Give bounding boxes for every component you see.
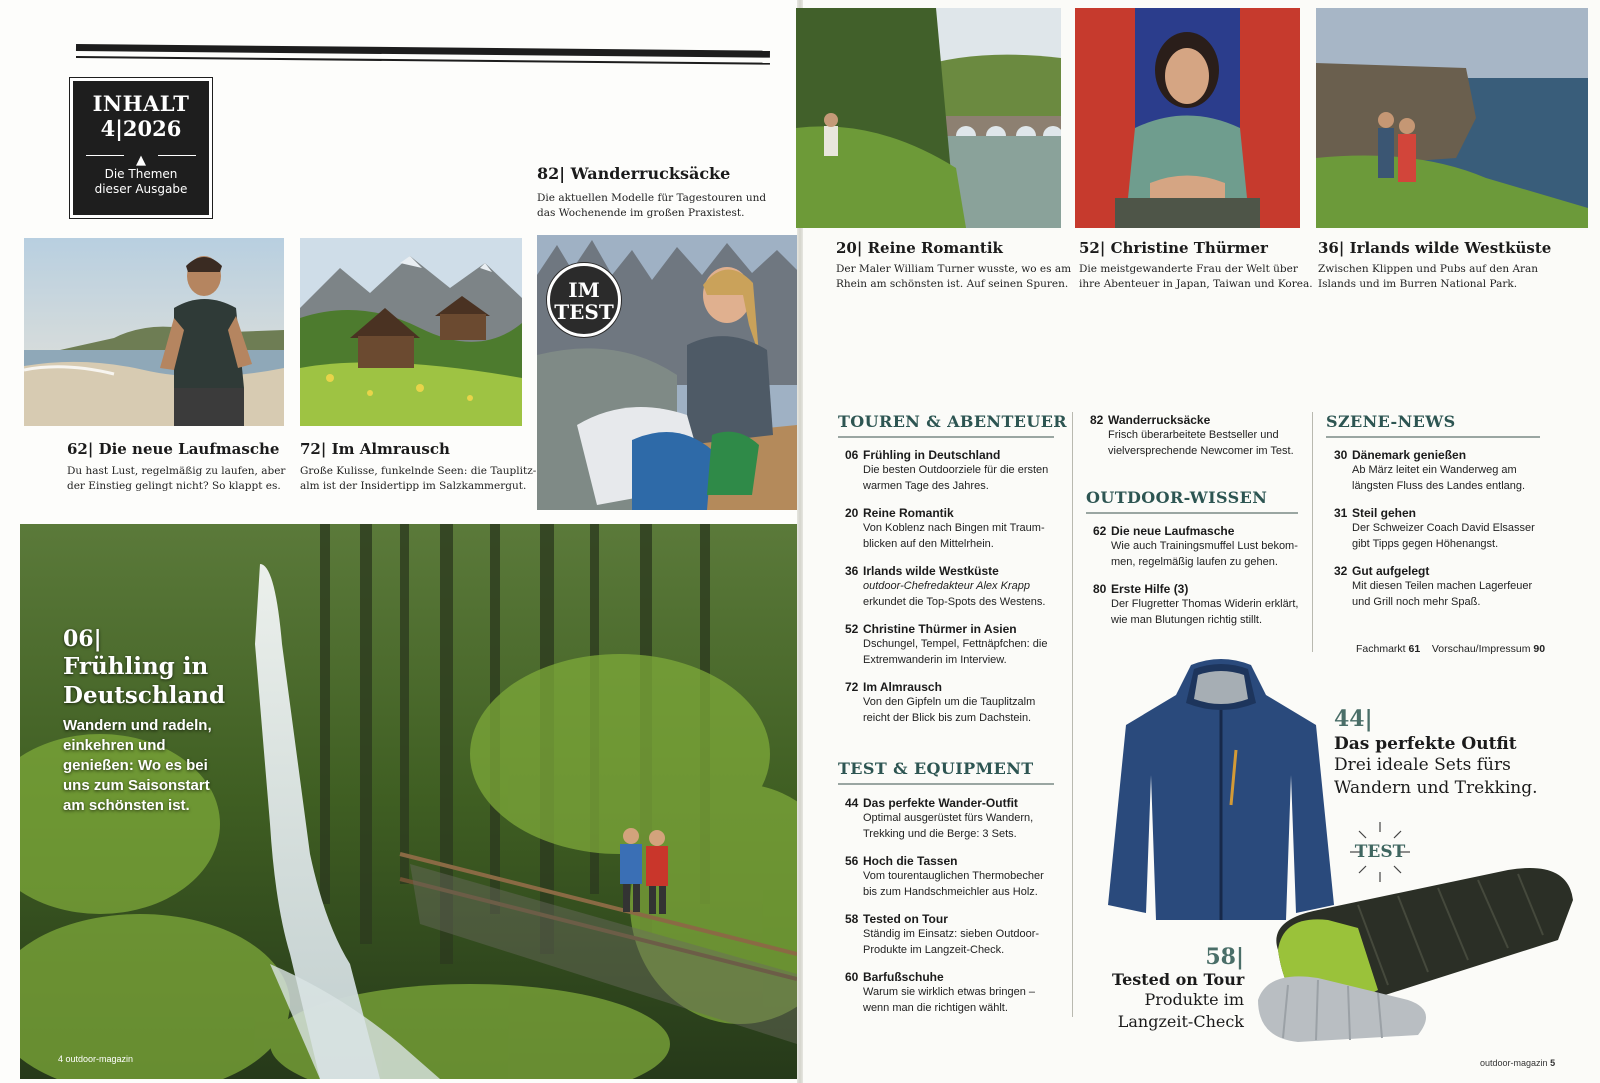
toc-item[interactable] — [1093, 524, 1308, 582]
top-item-3-num: 36| — [1318, 239, 1345, 257]
top-item-2-text — [1079, 262, 1313, 292]
test-list — [845, 796, 1065, 1028]
toc-item[interactable] — [845, 622, 1065, 680]
toc-item[interactable] — [1334, 448, 1554, 506]
toc-desc-1: Der Flugretter Thomas Widerin erklärt, — [1111, 598, 1299, 610]
toc-desc-1: Von den Gipfeln um die Tauplitzalm — [863, 696, 1036, 708]
toc-title: Christine Thürmer in Asien — [863, 622, 1017, 636]
section-test-heading: TEST & EQUIPMENT — [838, 759, 1054, 785]
toc-desc-1: Vom tourentauglichen Thermobecher — [863, 870, 1044, 882]
toc-page: 58 — [845, 912, 859, 926]
fruehling-num: 06| — [63, 626, 102, 652]
fruehling-title-line1: Frühling in — [63, 653, 209, 680]
toc-title: Barfußschuhe — [863, 970, 944, 984]
toc-item[interactable] — [845, 912, 1065, 970]
feature-rucksack-num: 82| — [537, 164, 566, 183]
toc-page: 56 — [845, 854, 859, 868]
toc-title: Die neue Laufmasche — [1111, 524, 1235, 538]
toc-desc-1: Der Schweizer Coach David Elsasser — [1352, 522, 1535, 534]
feature-rucksack-line1: Die aktuellen Modelle für Tagestouren und — [537, 192, 767, 204]
fachmarkt-label[interactable]: Fachmarkt — [1356, 643, 1406, 655]
fruehling-title-line2: Deutschland — [63, 682, 226, 709]
laufmasche-name: Die neue Laufmasche — [98, 440, 280, 458]
toc-page: 31 — [1334, 506, 1348, 520]
toc-title: Steil gehen — [1352, 506, 1417, 520]
toc-desc-2: wenn man die richtigen wählt. — [863, 1002, 1008, 1014]
laufmasche-num: 62| — [67, 440, 94, 458]
toc-page: 36 — [845, 564, 859, 578]
right-page-footer — [1480, 1058, 1555, 1068]
toc-desc-2: blicken auf den Mittelrhein. — [863, 538, 994, 550]
irland-photo[interactable] — [1316, 8, 1588, 228]
laufmasche-title[interactable] — [67, 440, 279, 458]
top-item-3-line2: Islands und im Burren National Park. — [1318, 278, 1518, 290]
feature-rucksack-line2: das Wochenende im großen Praxistest. — [537, 207, 745, 219]
toc-item[interactable] — [845, 448, 1065, 506]
toc-desc-2: warmen Tage des Jahres. — [863, 480, 989, 492]
toc-title: Erste Hilfe (3) — [1111, 582, 1189, 596]
toc-item[interactable] — [1334, 506, 1554, 564]
toc-title: Tested on Tour — [863, 912, 948, 926]
toc-desc-2: Produkte im Langzeit-Check. — [863, 944, 1005, 956]
toc-desc-2: erkundet die Top-Spots des Westens. — [863, 596, 1046, 608]
toc-page: 62 — [1093, 524, 1107, 538]
vorschau-page: 90 — [1533, 643, 1546, 655]
toc-desc-1: Mit diesen Teilen machen Lagerfeuer — [1352, 580, 1533, 592]
toc-title: Dänemark genießen — [1352, 448, 1467, 462]
column-divider-1 — [1072, 412, 1073, 1017]
footer-magazine-name: outdoor-magazin — [1480, 1058, 1548, 1068]
toc-item[interactable] — [845, 796, 1065, 854]
almrausch-title[interactable] — [300, 440, 450, 458]
wissen-list — [1093, 524, 1308, 640]
toc-page: 72 — [845, 680, 859, 694]
tested-teaser[interactable] — [1112, 944, 1244, 1033]
top-item-2-line2: ihre Abenteuer in Japan, Taiwan und Korea. — [1079, 278, 1313, 290]
toc-item[interactable] — [845, 970, 1065, 1028]
top-item-1-line1: Der Maler William Turner wusste, wo es am — [836, 263, 1072, 275]
stamp-line1: IM — [568, 278, 600, 302]
section-szene-heading: SZENE-NEWS — [1326, 412, 1540, 438]
toc-desc-1: Optimal ausgerüstet fürs Wandern, — [863, 812, 1034, 824]
toc-page: 44 — [845, 796, 859, 810]
top-item-3-name: Irlands wilde Westküste — [1349, 239, 1552, 257]
toc-desc-2: Extremwanderin im Interview. — [863, 654, 1007, 666]
contents-badge — [70, 78, 212, 218]
toc-desc-1: Frisch überarbeitete Bestseller und — [1108, 429, 1279, 441]
rhein-photo[interactable] — [796, 8, 1061, 228]
toc-desc-1: Dschungel, Tempel, Fettnäpfchen: die — [863, 638, 1048, 650]
toc-title: Gut aufgelegt — [1352, 564, 1430, 578]
toc-item[interactable] — [1334, 564, 1554, 622]
toc-page: 60 — [845, 970, 859, 984]
laufmasche-text — [67, 464, 285, 494]
toc-item[interactable] — [845, 506, 1065, 564]
toc-desc-1: Wie auch Trainingsmuffel Lust bekom- — [1111, 540, 1298, 552]
toc-page: 32 — [1334, 564, 1348, 578]
extra-pages-line — [1356, 643, 1545, 655]
toc-desc-2: men, regelmäßig laufen zu gehen. — [1111, 556, 1278, 568]
tested-title: Tested on Tour — [1112, 970, 1245, 989]
stamp-line2: TEST — [554, 300, 614, 324]
toc-desc-1: Von Koblenz nach Bingen mit Traum- — [863, 522, 1045, 534]
laufmasche-line1: Du hast Lust, regelmäßig zu laufen, aber — [67, 465, 286, 477]
toc-title: Reine Romantik — [863, 506, 954, 520]
top-item-1-text — [836, 262, 1071, 292]
sleeping-bag-photo[interactable] — [1258, 860, 1576, 1045]
toc-page: 80 — [1093, 582, 1107, 596]
toc-title: Hoch die Tassen — [863, 854, 958, 868]
fruehling-text-4: uns zum Saisonstart — [63, 777, 210, 794]
almrausch-num: 72| — [300, 440, 327, 458]
outfit-line1: Drei ideale Sets fürs — [1334, 755, 1511, 775]
toc-page: 52 — [845, 622, 859, 636]
toc-desc-2: reicht der Blick bis zum Dachstein. — [863, 712, 1032, 724]
szene-list — [1334, 448, 1554, 622]
backpack-test-photo[interactable] — [537, 235, 797, 510]
fruehling-text-5: am schönsten ist. — [63, 797, 190, 814]
laufmasche-line2: der Einstieg gelingt nicht? So klappt es. — [67, 480, 281, 492]
alm-photo[interactable] — [300, 238, 522, 426]
top-item-2-num: 52| — [1079, 239, 1106, 257]
toc-item[interactable] — [845, 680, 1065, 738]
toc-desc-1: Ab März leitet ein Wanderweg am — [1352, 464, 1517, 476]
toc-desc-2: längsten Fluss des Landes entlang. — [1352, 480, 1526, 492]
feature-rucksack-text — [537, 191, 766, 221]
toc-item[interactable] — [845, 564, 1065, 622]
top-item-1-title[interactable] — [836, 239, 1003, 257]
outfit-num: 44| — [1334, 706, 1373, 732]
almrausch-line1: Große Kulisse, funkelnde Seen: die Tauplitz- — [300, 465, 537, 477]
outfit-line2: Wandern und Trekking. — [1334, 778, 1538, 798]
fachmarkt-page: 61 — [1408, 643, 1421, 655]
toc-title: Frühling in Deutschland — [863, 448, 1001, 462]
badge-issue: 4|2026 — [100, 116, 182, 141]
im-test-stamp — [547, 263, 621, 337]
toc-desc-1: Warum sie wirklich etwas bringen – — [863, 986, 1035, 998]
feature-rucksack-name: Wanderrucksäcke — [570, 164, 731, 183]
toc-page: 30 — [1334, 448, 1348, 462]
waterfall-forest-photo[interactable] — [20, 524, 797, 1079]
toc-desc-1: outdoor-Chefredakteur Alex Krapp — [863, 580, 1030, 592]
toc-page: 20 — [845, 506, 859, 520]
left-page-footer: 4 outdoor-magazin — [58, 1054, 134, 1064]
test-stamp-label: TEST — [1354, 842, 1406, 862]
almrausch-name: Im Almrausch — [331, 440, 450, 458]
touren-list — [845, 448, 1065, 738]
outfit-teaser[interactable] — [1334, 706, 1538, 800]
tested-line2: Langzeit-Check — [1117, 1012, 1244, 1031]
toc-title: Das perfekte Wander-Outfit — [863, 796, 1018, 810]
toc-desc-1: Ständig im Einsatz: sieben Outdoor- — [863, 928, 1040, 940]
toc-desc-2: Trekking und die Berge: 3 Sets. — [863, 828, 1017, 840]
toc-page: 82 — [1090, 413, 1104, 427]
toc-item[interactable] — [1093, 582, 1308, 640]
tested-num: 58| — [1205, 944, 1244, 970]
toc-desc-1: Die besten Outdoorziele für die ersten — [863, 464, 1049, 476]
badge-subtitle-2: dieser Ausgabe — [94, 182, 188, 196]
runner-photo[interactable] — [24, 238, 284, 426]
mountain-icon: ▲ — [86, 149, 196, 163]
toc-title: Irlands wilde Westküste — [863, 564, 999, 578]
thuermer-photo[interactable] — [1075, 8, 1300, 228]
tested-line1: Produkte im — [1144, 990, 1244, 1009]
footer-page-number: 5 — [1550, 1058, 1556, 1068]
top-item-2-title[interactable] — [1079, 239, 1268, 257]
top-item-2-line1: Die meistgewanderte Frau der Welt über — [1079, 263, 1298, 275]
toc-title: Wanderrucksäcke — [1108, 413, 1211, 427]
toc-page: 06 — [845, 448, 859, 462]
vorschau-label[interactable]: Vorschau/Impressum — [1431, 643, 1531, 655]
fruehling-text-2: einkehren und — [63, 737, 166, 754]
fruehling-text-3: genießen: Wo es bei — [63, 757, 208, 774]
toc-title: Im Almrausch — [863, 680, 942, 694]
almrausch-text — [300, 464, 536, 494]
almrausch-line2: alm ist der Insidertipp im Salzkammergut. — [300, 480, 527, 492]
top-item-3-text — [1318, 262, 1538, 292]
top-item-3-line1: Zwischen Klippen und Pubs auf den Aran — [1318, 263, 1539, 275]
top-item-2-name: Christine Thürmer — [1110, 239, 1268, 257]
fruehling-feature-text — [63, 626, 225, 816]
top-item-1-name: Reine Romantik — [867, 239, 1003, 257]
column-divider-2 — [1312, 412, 1313, 652]
toc-desc-2: vielversprechende Newcomer im Test. — [1108, 445, 1294, 457]
fruehling-text-1: Wandern und radeln, — [63, 717, 212, 734]
feature-rucksack-title[interactable] — [537, 164, 730, 183]
toc-item[interactable] — [845, 854, 1065, 912]
toc-desc-2: wie man Blutungen richtig stillt. — [1111, 614, 1263, 626]
badge-subtitle-1: Die Themen — [104, 167, 178, 181]
toc-desc-2: gibt Tipps gegen Höhenangst. — [1352, 538, 1499, 550]
top-item-3-title[interactable] — [1318, 239, 1551, 257]
top-item-1-line2: Rhein am schönsten ist. Auf seinen Spuren. — [836, 278, 1069, 290]
top-item-1-num: 20| — [836, 239, 863, 257]
section-wissen-heading: OUTDOOR-WISSEN — [1086, 488, 1298, 514]
section-touren-heading: TOUREN & ABENTEUER — [838, 412, 1054, 438]
outfit-title: Das perfekte Outfit — [1334, 734, 1517, 754]
badge-title: INHALT — [92, 91, 190, 116]
toc-item-rucksack[interactable] — [1090, 413, 1310, 459]
toc-desc-2: und Grill noch mehr Spaß. — [1352, 596, 1481, 608]
toc-desc-2: bis zum Handschmeichler aus Holz. — [863, 886, 1038, 898]
